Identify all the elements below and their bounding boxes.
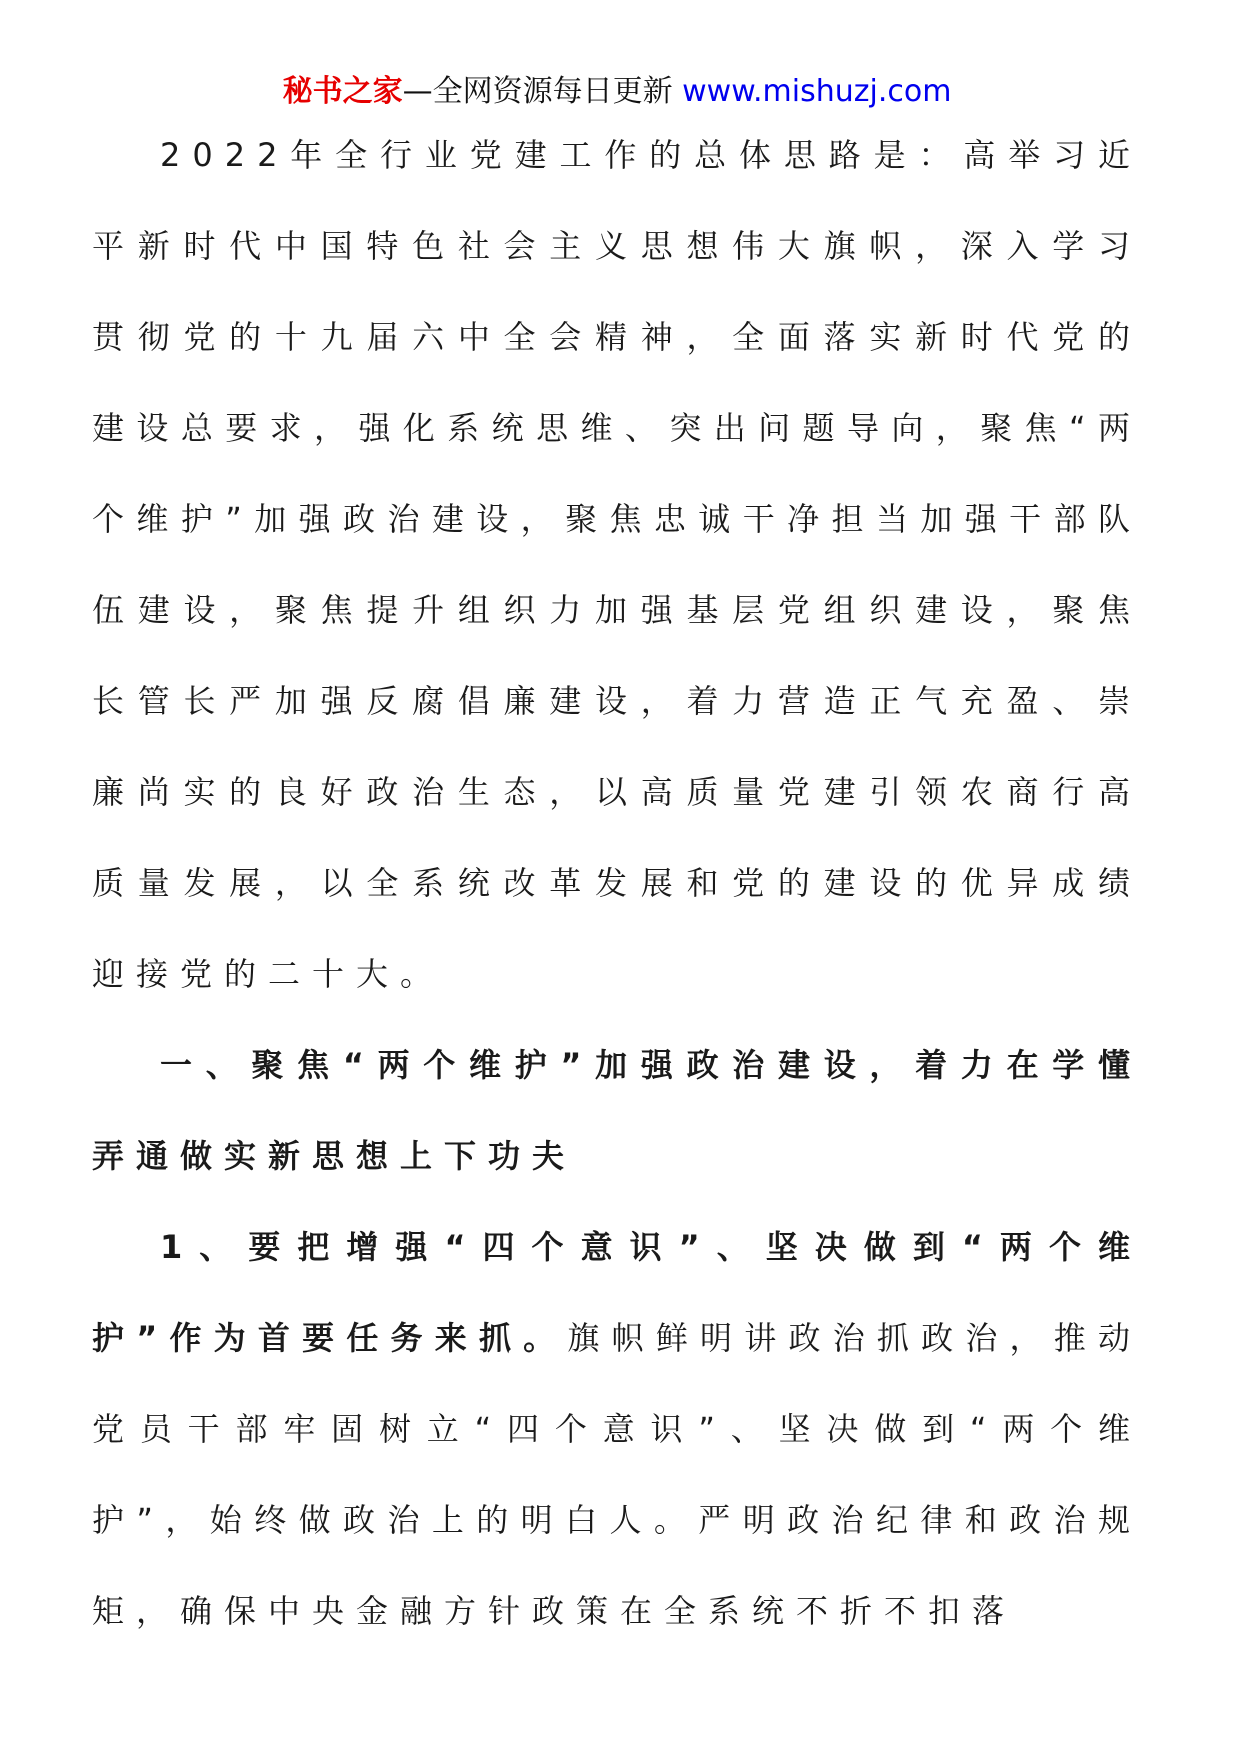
item-paragraph xyxy=(92,1202,1142,1657)
page-header xyxy=(0,72,1234,112)
document-body xyxy=(92,110,1142,1657)
section-heading: 一、聚焦“两个维护”加强政治建设，着力在学懂弄通做实新思想上下功夫 xyxy=(92,1046,1142,1175)
item-lead-text: 1、要把增强“四个意识”、坚决做到“两个维护”作为首要任务来抓。 xyxy=(92,1228,1142,1357)
brand-name: 秘书之家 xyxy=(282,74,403,109)
intro-paragraph: 2022年全行业党建工作的总体思路是：高举习近平新时代中国特色社会主义思想伟大旗帜，深入学习贯彻党的十九届六中全会精神，全面落实新时代党的建设总要求，强化系统思维、突出问题导向，聚焦“两个维护”加强政治建设，聚焦忠诚干净担当加强干部队伍建设，聚焦提升组织力加强基层党组织建设，聚焦长管长严加强反腐倡廉建设，着力营造正气充盈、崇廉尚实的良好政治生态，以高质量党建引领农商行高质量发展，以全系统改革发展和党的建设的优异成绩迎接党的二十大。 xyxy=(92,136,1142,993)
header-slogan: —全网资源每日更新 xyxy=(402,74,673,109)
item-body-text: 旗帜鲜明讲政治抓政治，推动党员干部牢固树立“四个意识”、坚决做到“两个维护”，始终做政治上的明白人。严明政治纪律和政治规矩，确保中央金融方针政策在全系统不折不扣落 xyxy=(92,1319,1142,1630)
site-url-link[interactable]: www.mishuzj.com xyxy=(682,74,952,109)
